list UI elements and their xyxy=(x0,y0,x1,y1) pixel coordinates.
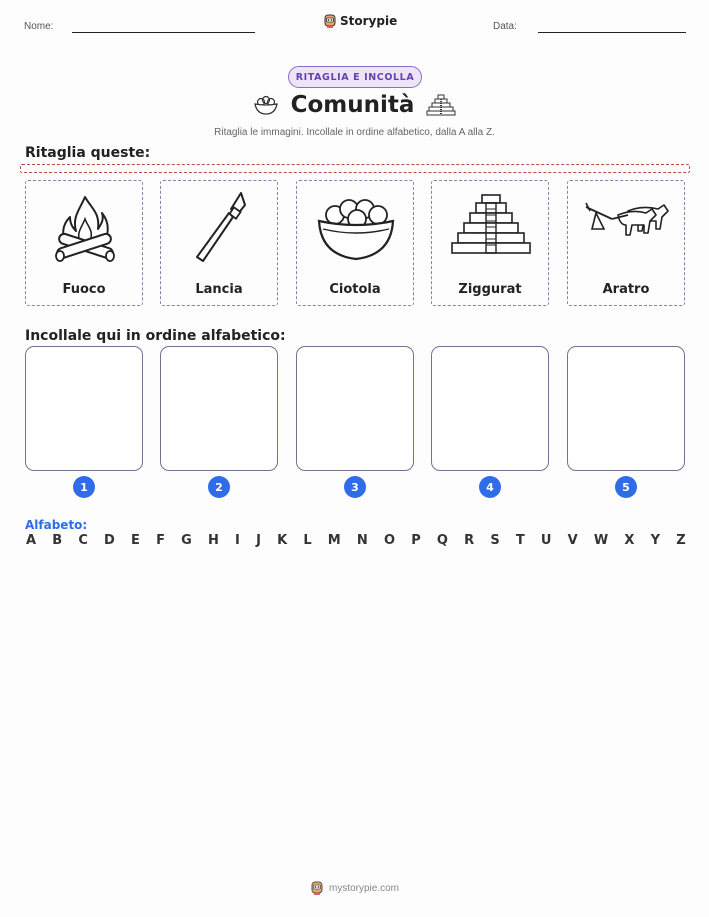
ziggurat-icon xyxy=(426,93,456,117)
paste-slot-1[interactable] xyxy=(25,346,143,471)
campfire-icon xyxy=(40,189,130,269)
alphabet-letter: B xyxy=(52,533,63,548)
alphabet-letter: G xyxy=(181,533,192,548)
alphabet-letter: F xyxy=(156,533,165,548)
paste-slot-4[interactable] xyxy=(431,346,549,471)
slot-number-4: 4 xyxy=(479,476,501,498)
alphabet-letter: S xyxy=(490,533,500,548)
footer-url[interactable]: mystorypie.com xyxy=(328,882,399,894)
alphabet-row xyxy=(26,533,686,548)
activity-badge: RITAGLIA E INCOLLA xyxy=(288,66,422,88)
alphabet-letter: E xyxy=(131,533,140,548)
alphabet-letter: N xyxy=(356,533,368,548)
name-label: Nome: xyxy=(24,21,54,32)
mascot-icon xyxy=(323,13,337,29)
slot-number-3: 3 xyxy=(344,476,366,498)
date-line[interactable] xyxy=(538,32,686,33)
date-label: Data: xyxy=(493,21,517,32)
cut-card-fuoco[interactable] xyxy=(25,180,143,306)
card-label: Lancia xyxy=(195,282,243,297)
alphabet-letter: H xyxy=(207,533,219,548)
alphabet-letter: D xyxy=(104,533,115,548)
cut-card-lancia[interactable] xyxy=(160,180,278,306)
card-label: Aratro xyxy=(602,282,650,297)
alphabet-heading: Alfabeto: xyxy=(25,518,88,532)
brand-logo xyxy=(323,13,397,29)
paste-slot-3[interactable] xyxy=(296,346,414,471)
fruit-bowl-icon xyxy=(253,94,279,116)
instructions: Ritaglia le immagini. Incollale in ordine alfabetico, dalla A alla Z. xyxy=(214,127,495,138)
alphabet-letter: A xyxy=(26,533,37,548)
alphabet-letter: W xyxy=(593,533,609,548)
cut-card-aratro[interactable] xyxy=(567,180,685,306)
paste-heading: Incollale qui in ordine alfabetico: xyxy=(25,328,286,344)
alphabet-letter: U xyxy=(540,533,552,548)
name-line[interactable] xyxy=(72,32,255,33)
card-label: Ziggurat xyxy=(458,282,522,297)
ziggurat-icon xyxy=(446,189,536,269)
page-title: Comunità xyxy=(290,92,415,118)
alphabet-letter: Y xyxy=(650,533,661,548)
alphabet-letter: Z xyxy=(676,533,686,548)
paste-slot-2[interactable] xyxy=(160,346,278,471)
slot-number-5: 5 xyxy=(615,476,637,498)
spear-icon xyxy=(175,189,265,269)
mascot-icon xyxy=(310,880,324,896)
cut-heading: Ritaglia queste: xyxy=(25,145,151,161)
alphabet-letter: R xyxy=(464,533,475,548)
alphabet-letter: L xyxy=(303,533,312,548)
alphabet-letter: O xyxy=(383,533,396,548)
alphabet-letter: M xyxy=(327,533,341,548)
card-label: Ciotola xyxy=(329,282,381,297)
fruit-bowl-icon xyxy=(311,189,401,269)
alphabet-letter: I xyxy=(235,533,240,548)
cut-card-ziggurat[interactable] xyxy=(431,180,549,306)
slot-number-2: 2 xyxy=(208,476,230,498)
alphabet-letter: C xyxy=(78,533,88,548)
alphabet-letter: K xyxy=(277,533,288,548)
alphabet-letter: T xyxy=(515,533,525,548)
footer xyxy=(0,880,709,896)
ox-plow-icon xyxy=(582,189,672,269)
slot-number-1: 1 xyxy=(73,476,95,498)
alphabet-letter: V xyxy=(567,533,578,548)
alphabet-letter: J xyxy=(256,533,261,548)
cut-card-ciotola[interactable] xyxy=(296,180,414,306)
paste-slot-5[interactable] xyxy=(567,346,685,471)
title-row xyxy=(0,92,709,118)
alphabet-letter: Q xyxy=(436,533,448,548)
card-label: Fuoco xyxy=(62,282,106,297)
alphabet-letter: X xyxy=(624,533,635,548)
cut-line xyxy=(20,164,690,173)
brand-name: Storypie xyxy=(340,14,398,28)
alphabet-letter: P xyxy=(411,533,421,548)
